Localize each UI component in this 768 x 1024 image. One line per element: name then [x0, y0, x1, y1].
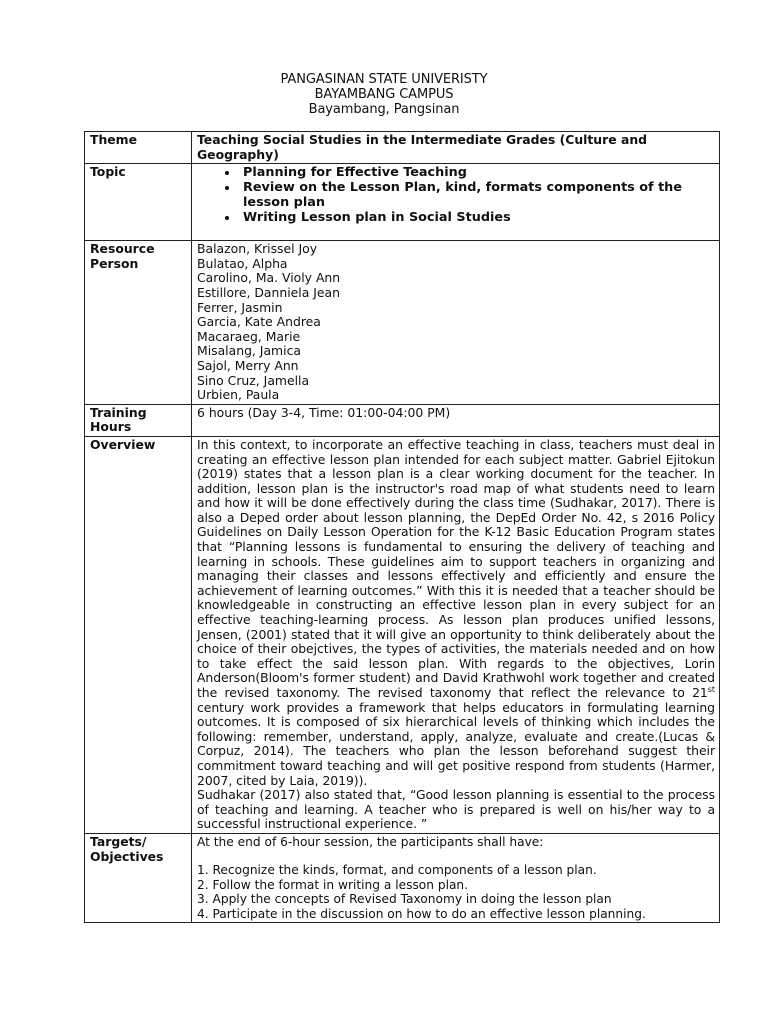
training-hours-value: 6 hours (Day 3-4, Time: 01:00-04:00 PM) [192, 404, 720, 436]
campus-location: Bayambang, Pangsinan [308, 102, 460, 117]
objective-item: 4. Participate in the discussion on how to do an effective lesson planning. [197, 906, 646, 921]
resource-person-name: Bulatao, Alpha [197, 255, 288, 271]
training-hours-row [85, 404, 720, 436]
resource-person-name: Urbien, Paula [197, 387, 280, 403]
topic-cell [192, 164, 720, 241]
resource-person-name: Macaraeg, Marie [197, 328, 301, 344]
objectives-label [85, 833, 192, 922]
resource-person-name: Carolino, Ma. Violy Ann [197, 270, 341, 286]
objectives-intro: At the end of 6-hour session, the participants shall have: [197, 834, 544, 849]
objectives-row [85, 833, 720, 922]
superscript-st: st [707, 684, 715, 694]
topic-item: • Writing Lesson plan in Social Studies [239, 210, 715, 225]
resource-person-name: Misalang, Jamica [197, 343, 301, 359]
resource-person-name: Garcia, Kate Andrea [197, 314, 321, 330]
overview-row [85, 436, 720, 833]
objectives-cell [192, 833, 720, 922]
theme-row [85, 132, 720, 164]
training-hours-label [85, 404, 192, 436]
resource-person-name: Sino Cruz, Jamella [197, 372, 310, 388]
resource-label-line2: Person [90, 255, 139, 271]
resource-person-list [192, 241, 720, 405]
objective-item: 1. Recognize the kinds, format, and components of a lesson plan. [197, 863, 597, 878]
resource-person-name: Ferrer, Jasmin [197, 299, 283, 315]
overview-paragraph-part: century work provides a framework that helps educators in formulating learning outcomes. It is composed of six hierarchical levels of thinking which includes the following: remember, understand, apply, analyze, evaluate and create.(Lucas & Corpuz, 2014). The teachers who plan the lesson beforehand suggest their commitment toward teaching and will get positive respond from students (Harmer, 2007, cited by Laia, 2019)). [197, 699, 715, 788]
overview-paragraph [197, 438, 715, 788]
topic-row [85, 164, 720, 241]
topic-label: Topic [85, 164, 192, 241]
campus-name: BAYAMBANG CAMPUS [314, 87, 454, 102]
resource-person-row [85, 241, 720, 405]
objectives-label-line1: Targets/ [90, 833, 147, 849]
resource-label-line1: Resource [90, 241, 155, 257]
resource-person-name: Estillore, Danniela Jean [197, 284, 340, 300]
university-name: PANGASINAN STATE UNIVERISTY [280, 72, 488, 87]
resource-person-label [85, 241, 192, 405]
overview-text [192, 436, 720, 833]
topic-item: • Planning for Effective Teaching [239, 165, 715, 180]
overview-paragraph-part: In this context, to incorporate an effective teaching in class, teachers must deal in creating an effective lesson plan intended for each subject matter. Gabriel Ejitokun (2019) states that a lesson plan is a clear working document for the teacher. In addition, lesson plan is the instructor's road map of what students need to learn and how it will be done effectively during the class time (Sudhakar, 2017). There is also a Deped order about lesson planning, the DepEd Order No. 42, s 2016 Policy Guidelines on Daily Lesson Operation for the K-12 Basic Education Program states that “Planning lessons is fundamental to ensuring the delivery of teaching and learning in schools. These guidelines aim to support teachers in organizing and managing their classes and lessons effectively and efficiently and ensure the achievement of learning outcomes.” With this it is needed that a teacher should be knowledgeable in constructing an effective lesson plan in every subject for an effective teaching-learning process. As lesson plan produces unified lessons, Jensen, (2001) stated that it will give an opportunity to think deliberately about the choice of their obejctives, the types of activities, the materials needed and on how to take effect the said lesson plan. With regards to the objectives, Lorin Anderson(Bloom's former student) and David Krathwohl work together and created the revised taxonomy. The revised taxonomy that reflect the relevance to 21 [197, 436, 715, 700]
document-header [0, 72, 768, 117]
resource-person-name: Sajol, Merry Ann [197, 357, 299, 373]
theme-value: Teaching Social Studies in the Intermediate Grades (Culture and Geography) [192, 132, 720, 164]
training-label-line1: Training [90, 404, 147, 420]
overview-label: Overview [85, 436, 192, 833]
objective-item: 3. Apply the concepts of Revised Taxonomy in doing the lesson plan [197, 892, 612, 907]
overview-paragraph: Sudhakar (2017) also stated that, “Good lesson planning is essential to the process of teaching and learning. A teacher who is prepared is well on his/her way to a successful instructional experience. ” [197, 787, 715, 832]
training-label-line2: Hours [90, 419, 132, 435]
lesson-info-table [84, 131, 720, 923]
topic-list [197, 165, 715, 225]
objectives-label-line2: Objectives [90, 848, 164, 864]
theme-label: Theme [85, 132, 192, 164]
objective-item: 2. Follow the format in writing a lesson plan. [197, 877, 469, 892]
topic-item: • Review on the Lesson Plan, kind, formats components of the lesson plan [239, 180, 715, 210]
resource-person-name: Balazon, Krissel Joy [197, 241, 318, 257]
